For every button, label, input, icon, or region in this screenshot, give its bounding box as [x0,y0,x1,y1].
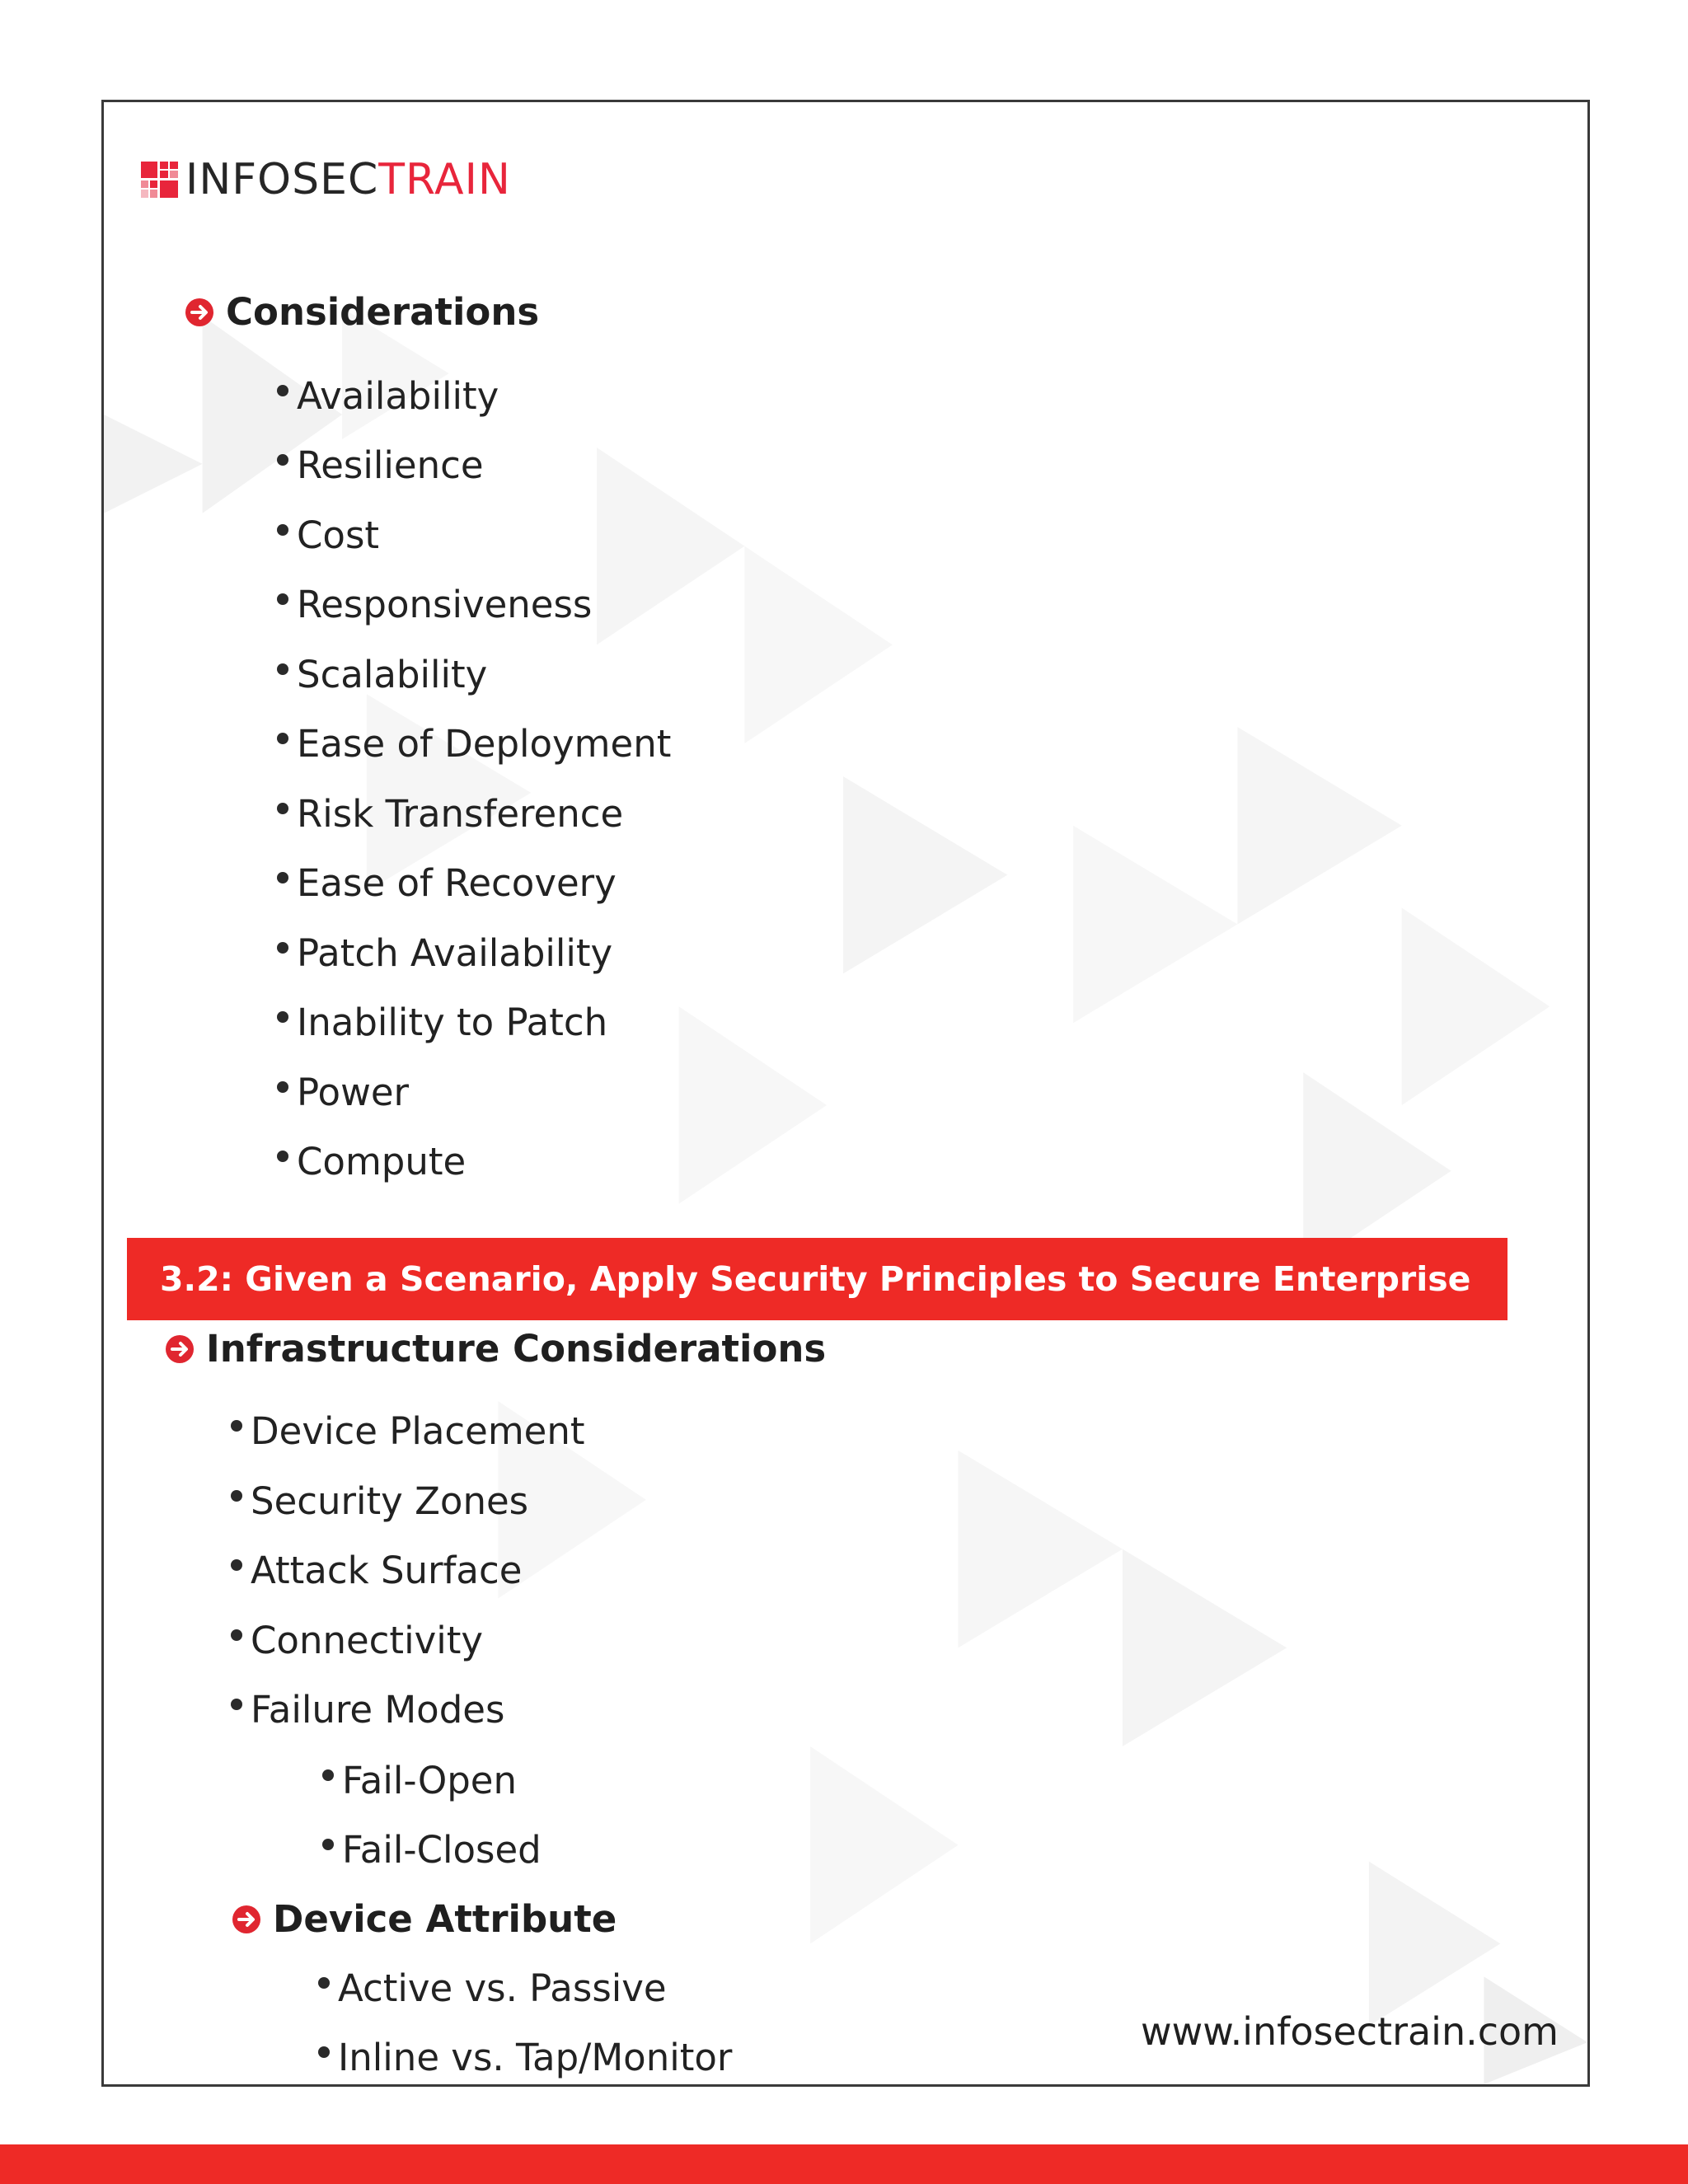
list-item: Inline vs. Tap/Monitor [318,2036,732,2079]
bullet-dot [322,1769,334,1781]
list-item: Resilience [277,443,484,487]
bullet-dot [277,593,288,605]
list-item: Connectivity [231,1619,483,1662]
arrow-circle-right-icon [185,298,214,327]
list-item: Scalability [277,653,487,696]
content-frame [101,100,1590,2087]
bullet-dot [277,1151,288,1162]
list-item: Patch Availability [277,931,612,975]
bullet-dot [231,1420,242,1432]
section-banner-text: 3.2: Given a Scenario, Apply Security Principles to Secure Enterprise [160,1259,1471,1299]
bullet-dot [322,1839,334,1850]
arrow-circle-right-icon [232,1905,261,1934]
bullet-dot [277,1011,288,1023]
brand-name-part2: TRAIN [378,155,511,204]
brand-name-part1: INFOSEC [185,155,379,204]
arrow-circle-right-icon [165,1334,195,1364]
logo-mark-icon [141,162,179,198]
considerations-heading-text: Considerations [226,290,540,334]
brand-name [185,155,511,204]
infrastructure-considerations-heading [165,1327,826,1371]
list-item: Failure Modes [231,1688,504,1732]
list-item: Ease of Recovery [277,861,617,905]
bullet-dot [277,454,288,466]
footer-bar [0,2144,1688,2184]
bullet-dot [277,872,288,883]
list-item: Responsiveness [277,583,592,626]
infrastructure-considerations-heading-text: Infrastructure Considerations [206,1327,827,1371]
bullet-dot [277,385,288,396]
considerations-heading [185,290,539,334]
bullet-dot [231,1559,242,1571]
bullet-dot [231,1699,242,1710]
brand-logo [141,155,511,204]
bullet-dot [277,803,288,814]
device-attribute-heading-text: Device Attribute [273,1897,617,1941]
bullet-dot [318,1977,330,1989]
list-item: Risk Transference [277,792,623,836]
website-link[interactable]: www.infosectrain.com [1140,2009,1559,2054]
bullet-dot [318,2046,330,2058]
list-item: Inability to Patch [277,1001,607,1044]
device-attribute-heading [232,1897,617,1941]
bullet-dot [277,942,288,954]
list-item: Attack Surface [231,1549,522,1592]
list-item: Fail-Open [322,1759,517,1802]
bullet-dot [277,663,288,675]
list-item: Power [277,1071,409,1114]
list-item: Device Placement [231,1409,585,1453]
list-item: Cost [277,513,379,557]
section-banner [127,1238,1507,1320]
list-item: Security Zones [231,1479,528,1523]
bullet-dot [231,1629,242,1641]
list-item: Ease of Deployment [277,722,671,766]
bullet-dot [277,524,288,536]
bullet-dot [277,1081,288,1093]
bullet-dot [231,1490,242,1502]
list-item: Fail-Closed [322,1828,542,1872]
bullet-dot [277,733,288,744]
list-item: Compute [277,1140,466,1183]
list-item: Active vs. Passive [318,1966,667,2010]
list-item: Availability [277,374,499,418]
